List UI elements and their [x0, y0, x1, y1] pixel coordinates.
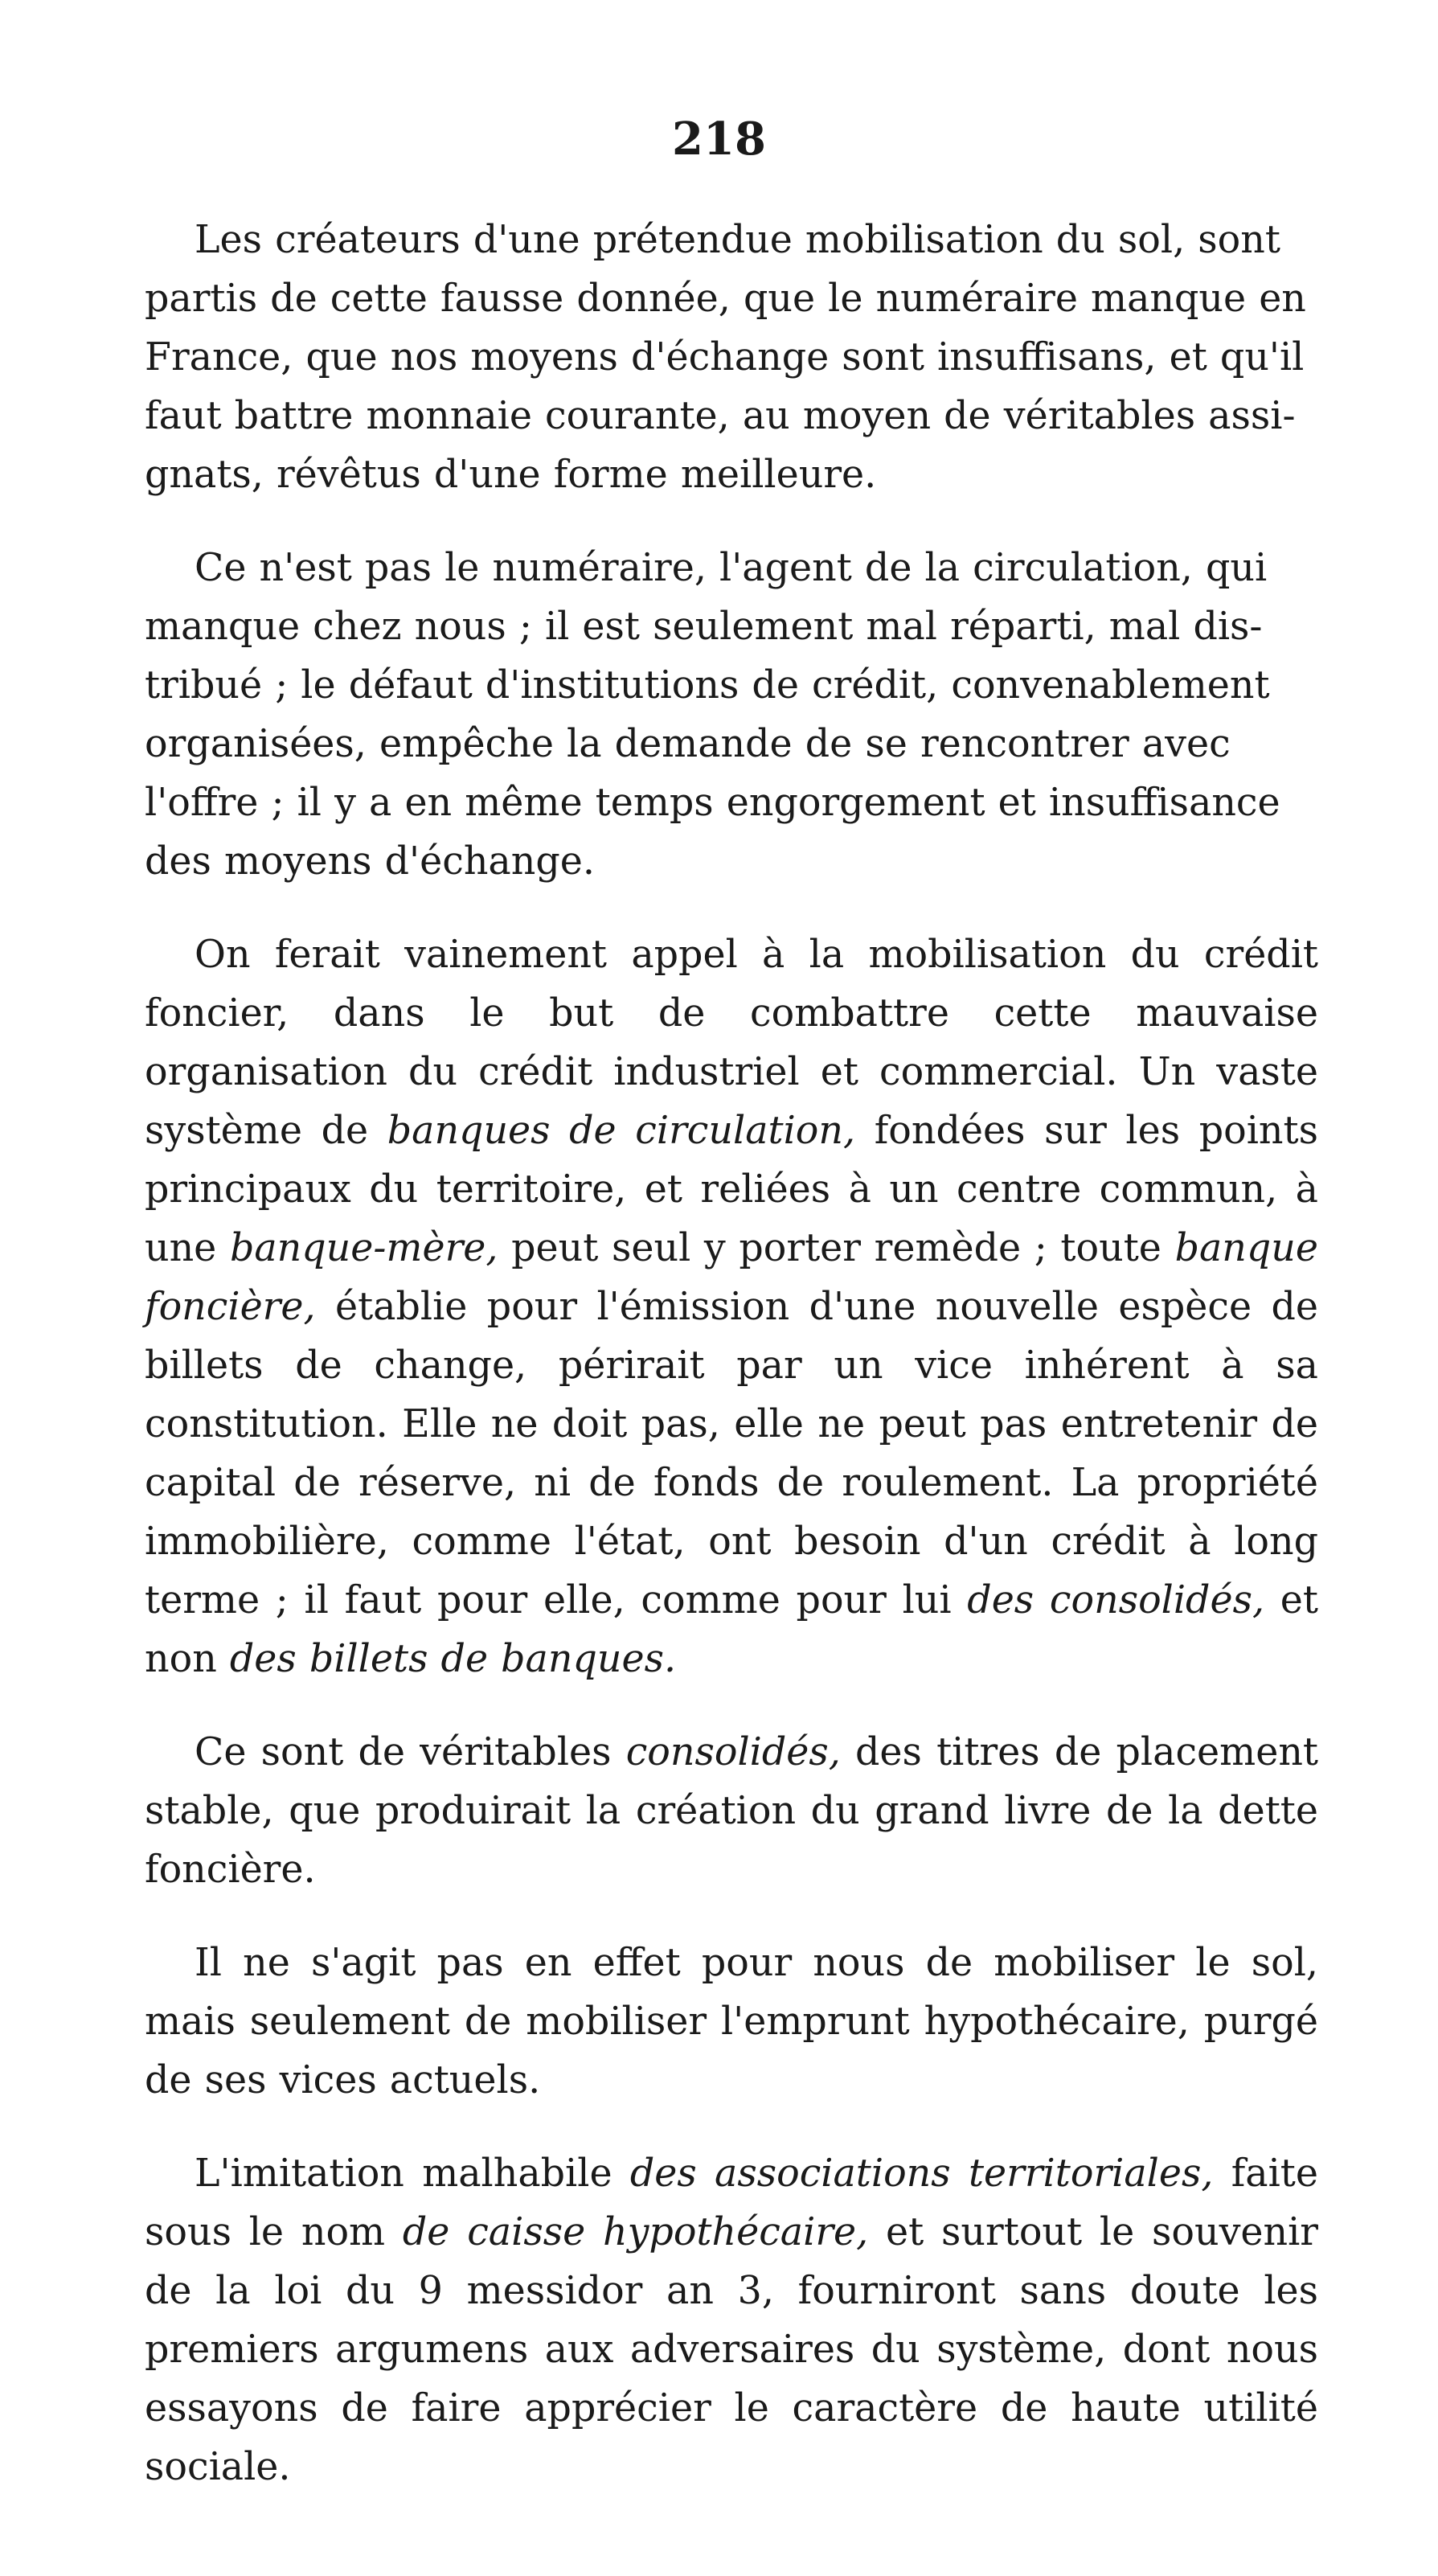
text-run: et surtout le souvenir de la loi du 9 messidor an 3, fourniront sans doute les premiers argumens aux adversaires du système, dont nous essayons de faire apprécier le caractère de haute utilité sociale. — [145, 2210, 1318, 2489]
paragraph-5 — [145, 1934, 1318, 2110]
paragraph-3 — [145, 925, 1318, 1688]
italic-run: des consolidés, — [967, 1578, 1265, 1622]
paragraph-4 — [145, 1723, 1318, 1899]
text-run: faite sous le nom — [145, 2151, 1318, 2254]
page-number: 218 — [672, 113, 766, 166]
text-line: Ce n'est pas le numéraire, l'agent de la circulation, qui — [195, 546, 1268, 590]
text-run: fondées sur les points principaux du territoire, et reliées à un centre commun, à une — [145, 1109, 1318, 1270]
text-run: des titres de placement stable, que produirait la création du grand livre de la dette foncière. — [145, 1730, 1318, 1892]
italic-run: banque-mère, — [229, 1226, 498, 1270]
text-line: France, que nos moyens d'échange sont insuffisans, et qu'il — [145, 335, 1305, 379]
text-line: partis de cette fausse donnée, que le numéraire manque en — [145, 277, 1306, 321]
text-line: l'offre ; il y a en même temps engorgement et insuffisance — [145, 781, 1280, 825]
italic-run: des associations territoriales, — [629, 2151, 1214, 2196]
text-run: On ferait vainement appel à la mobilisation du crédit foncier, dans le but de combattre cette mauvaise organisation du crédit industriel et commercial. Un vaste système de — [145, 933, 1318, 1153]
text-line: organisées, empêche la demande de se rencontrer avec — [145, 722, 1231, 766]
text-run: peut seul y porter remède ; toute — [498, 1226, 1175, 1270]
text-line: des moyens d'échange. — [145, 839, 595, 884]
text-run: et non — [145, 1578, 1318, 1681]
text-run: Ce sont de véritables — [195, 1730, 626, 1774]
text-run: Il ne s'agit pas en effet pour nous de mobiliser le sol, mais seulement de mobiliser l'emprunt hypothécaire, purgé de ses vices actuels. — [145, 1941, 1318, 2102]
italic-run: banques de circulation, — [387, 1109, 856, 1153]
paragraph-1 — [145, 211, 1318, 504]
text-line: Les créateurs d'une prétendue mobilisation du sol, sont — [195, 218, 1280, 262]
body-text — [145, 211, 1318, 2496]
paragraph-6 — [145, 2144, 1318, 2496]
italic-run: de caisse hypothécaire, — [402, 2210, 869, 2254]
text-run: L'imitation malhabile — [195, 2151, 630, 2196]
italic-run: consolidés, — [625, 1730, 841, 1774]
paragraph-2 — [145, 539, 1318, 891]
text-line: gnats, révêtus d'une forme meilleure. — [145, 453, 877, 497]
text-line: tribué ; le défaut d'institutions de crédit, convenablement — [145, 663, 1270, 708]
italic-run: des billets de banques. — [229, 1637, 677, 1681]
text-run: établie pour l'émission d'une nouvelle espèce de billets de change, périrait par un vice inhérent à sa constitution. Elle ne doit pas, elle ne peut pas entretenir de capital de réserve, ni de fonds de roulement. La propriété immobilière, comme l'état, ont besoin d'un crédit à long terme ; il faut pour elle, comme pour lui — [145, 1285, 1318, 1622]
italic-run: banque foncière, — [145, 1226, 1318, 1329]
text-line: manque chez nous ; il est seulement mal réparti, mal dis- — [145, 605, 1263, 649]
text-line: faut battre monnaie courante, au moyen de véritables assi- — [145, 394, 1296, 438]
